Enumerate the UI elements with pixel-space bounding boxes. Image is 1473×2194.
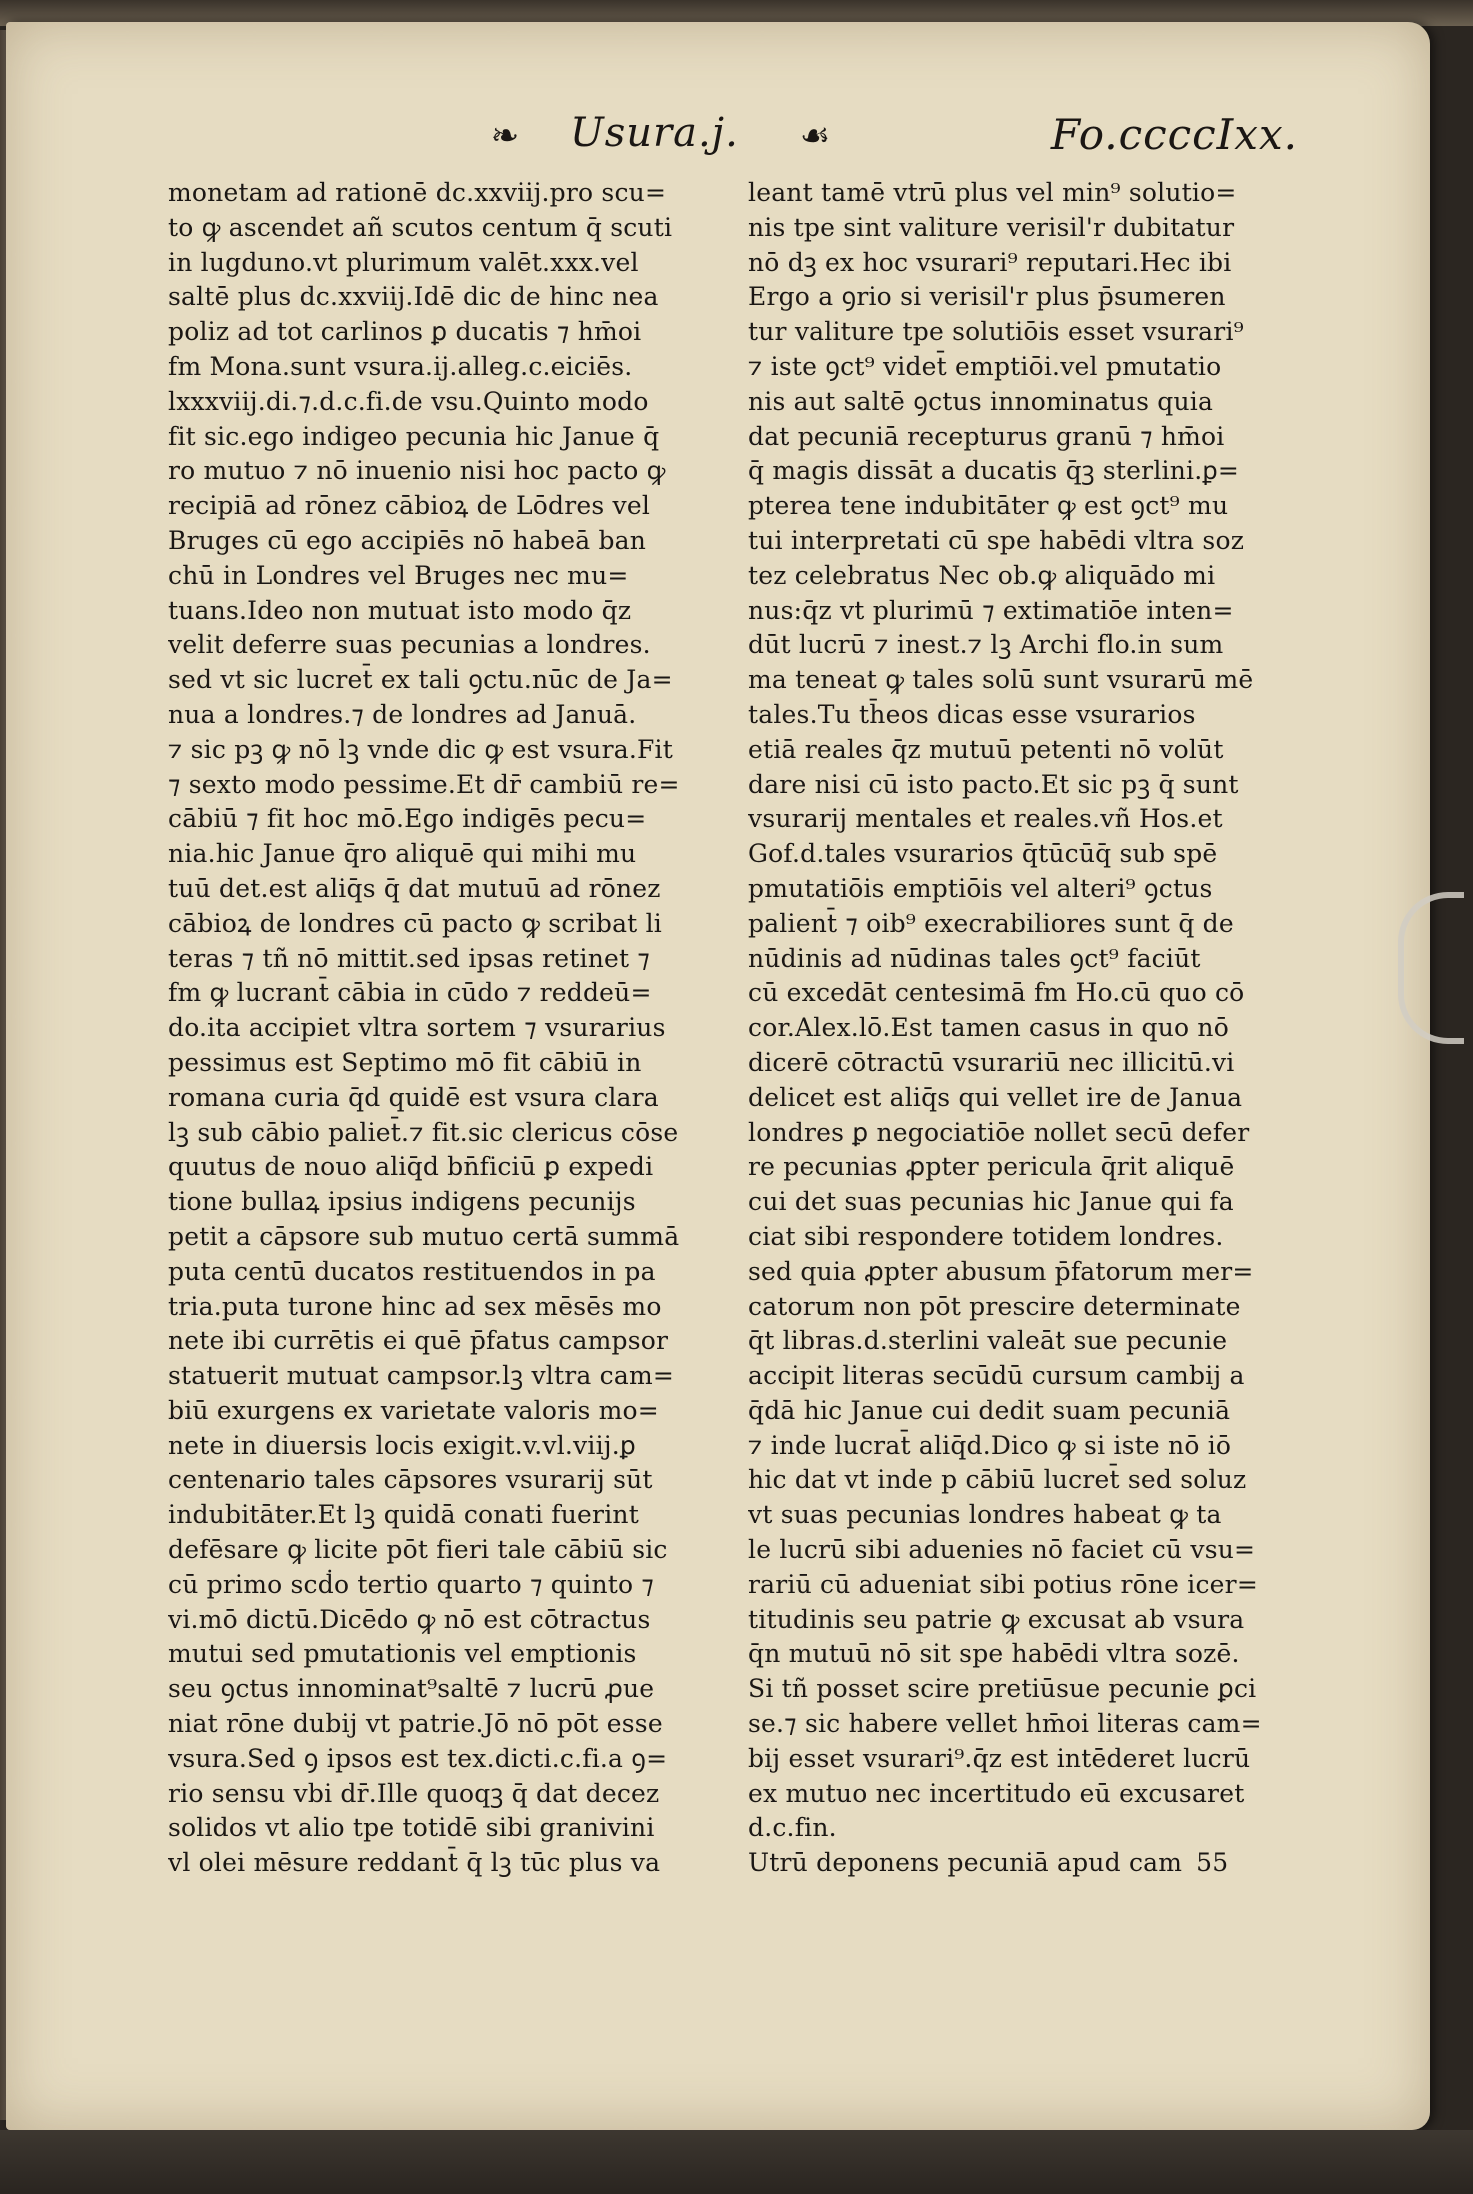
running-head — [460, 108, 1340, 164]
text-line: chū in Londres vel Bruges nec mu= — [168, 560, 629, 590]
text-line: nia.hic Janue q̄ro aliquē qui mihi mu — [168, 839, 637, 869]
text-line: quutus de nouo aliq̄d bn̄ficiū ꝑ expedi — [168, 1152, 654, 1182]
text-line: nō dꝫ ex hoc vsurari⁹ reputari.Hec ibi — [748, 247, 1232, 277]
text-line: romana curia q̄d quidē est vsura clara — [168, 1082, 659, 1112]
text-line: rariū cū adueniat sibi potius rōne icer= — [748, 1569, 1258, 1599]
text-line: nis aut saltē ꝯctus innominatus quia — [748, 386, 1214, 416]
text-line: q̄dā hic Janue cui dedit suam pecuniā — [748, 1395, 1231, 1425]
text-line: lꝫ sub cābio paliet̄.⁊ fit.sic clericus cōse — [168, 1117, 679, 1147]
text-line: statuerit mutuat campsor.lꝫ vltra cam= — [168, 1361, 675, 1391]
text-line: dūt lucrū ⁊ inest.⁊ lꝫ Archi flo.in sum — [748, 630, 1224, 660]
left-text-column — [168, 176, 728, 1881]
text-line: monetam ad rationē dc.xxviij.pro scu= — [168, 178, 667, 207]
text-line: tuū det.est aliq̄s q̄ dat mutuū ad rōnez — [168, 873, 661, 903]
text-line: tione bullaꝝ ipsius indigens pecunijs — [168, 1187, 636, 1217]
text-line: niat rōne dubij vt patrie.Jō nō pōt esse — [168, 1709, 663, 1739]
text-line: vt suas pecunias londres habeat ꝙ ta — [748, 1500, 1222, 1530]
text-line: do.ita accipiet vltra sortem ⁊ vsurarius — [168, 1013, 666, 1043]
fleuron-left-icon: ❧ — [490, 116, 520, 156]
text-line: sed quia ꝓpter abusum p̄fatorum mer= — [748, 1256, 1254, 1286]
text-line: q̄t libras.d.sterlini valeāt sue pecunie — [748, 1326, 1228, 1356]
text-line: dicerē cōtractū vsurariū nec illicitū.vi — [748, 1047, 1235, 1077]
text-line: accipit literas secūdū cursum cambij a — [748, 1361, 1245, 1391]
text-line: Si tñ posset scire pretiūsue pecunie ꝑci — [748, 1674, 1257, 1704]
text-line: vi.mō dictū.Dicēdo ꝙ nō est cōtractus — [168, 1604, 651, 1634]
fleuron-right-icon: ☙ — [799, 116, 831, 156]
text-line: re pecunias ꝓpter pericula q̄rit aliquē — [748, 1152, 1235, 1182]
text-line: vsura.Sed ꝯ ipsos est tex.dicti.c.fi.a ꝯ= — [168, 1743, 668, 1773]
text-line: tuans.Ideo non mutuat isto modo q̄z — [168, 595, 632, 625]
text-line: poliz ad tot carlinos ꝑ ducatis ⁊ hm̄oi — [168, 317, 642, 347]
text-line: le lucrū sibi aduenies nō faciet cū vsu= — [748, 1535, 1256, 1565]
text-line: nete ibi currētis ei quē p̄fatus campsor — [168, 1326, 669, 1356]
text-line: lxxxviij.di.⁊.d.c.fi.de vsu.Quinto modo — [168, 386, 649, 416]
text-line: titudinis seu patrie ꝙ excusat ab vsura — [748, 1604, 1245, 1634]
text-line: nua a londres.⁊ de londres ad Januā. — [168, 699, 637, 729]
text-line: mutui sed pmutationis vel emptionis — [168, 1639, 637, 1669]
text-line: ⁊ iste ꝯct⁹ videt̄ emptiōi.vel pmutatio — [748, 351, 1222, 381]
text-line: velit deferre suas pecunias a londres. — [168, 630, 651, 660]
text-line: ro mutuo ⁊ nō inuenio nisi hoc pacto ꝙ — [168, 456, 666, 486]
text-line: rio sensu vbi dr̄.Ille quoqꝫ q̄ dat decez — [168, 1778, 660, 1808]
text-line: ⁊ sexto modo pessime.Et dr̄ cambiū re= — [168, 769, 680, 799]
text-line: cū primo scḋo tertio quarto ⁊ quinto ⁊ — [168, 1569, 655, 1599]
text-line: dare nisi cū isto pacto.Et sic pꝫ q̄ sunt — [748, 769, 1239, 799]
text-line: saltē plus dc.xxviij.Idē dic de hinc nea — [168, 282, 659, 312]
text-line: ciat sibi respondere totidem londres. — [748, 1221, 1224, 1251]
text-line: Ergo a ꝯrio si verisil'r plus p̄sumeren — [748, 282, 1226, 312]
text-line: recipiā ad rōnez cābioꝝ de Lōdres vel — [168, 491, 651, 521]
text-line: centenario tales cāpsores vsurarij sūt — [168, 1465, 653, 1495]
text-line: etiā reales q̄z mutuū petenti nō volūt — [748, 734, 1224, 764]
text-line: pessimus est Septimo mō fit cābiū in — [168, 1047, 642, 1077]
text-line: cābiū ⁊ fit hoc mō.Ego indigēs pecu= — [168, 804, 647, 834]
text-line — [748, 1846, 1368, 1881]
text-line: tales.Tu th̄eos dicas esse vsurarios — [748, 699, 1196, 729]
text-line: seu ꝯctus innominat⁹saltē ⁊ lucrū ꝓue — [168, 1674, 655, 1704]
text-line: fm ꝙ lucrant̄ cābia in cūdo ⁊ reddeū= — [168, 978, 652, 1008]
text-line: vl olei mēsure reddant̄ q̄ lꝫ tūc plus va — [168, 1848, 661, 1878]
text-line: londres ꝑ negociatiōe nollet secū defer — [748, 1117, 1250, 1147]
text-line: solidos vt alio tpe totidē sibi granivini — [168, 1813, 655, 1843]
text-line: ⁊ sic pꝫ ꝙ nō lꝫ vnde dic ꝙ est vsura.Fit — [168, 734, 673, 764]
text-line: defēsare ꝙ licite pōt fieri tale cābiū sic — [168, 1535, 668, 1565]
text-line: cū excedāt centesimā fm Ho.cū quo cō — [748, 978, 1245, 1008]
text-line: vsurarij mentales et reales.vñ Hos.et — [748, 804, 1223, 834]
text-line: fm Mona.sunt vsura.ij.alleg.c.eiciēs. — [168, 351, 633, 381]
text-line: teras ⁊ tñ nō mittit.sed ipsas retinet ⁊ — [168, 943, 651, 973]
text-line: leant tamē vtrū plus vel min⁹ solutio= — [748, 178, 1237, 207]
folio-number: Fo.ccccIxx. — [1050, 110, 1298, 159]
signature-mark: 55 — [1196, 1848, 1229, 1878]
text-line: tui interpretati cū spe habēdi vltra soz — [748, 525, 1245, 555]
text-line: dat pecuniā recepturus granū ⁊ hm̄oi — [748, 421, 1225, 451]
text-line: nus:q̄z vt plurimū ⁊ extimatiōe inten= — [748, 595, 1234, 625]
text-line: tria.puta turone hinc ad sex mēsēs mo — [168, 1291, 662, 1321]
text-line: palient̄ ⁊ oib⁹ execrabiliores sunt q̄ de — [748, 908, 1234, 938]
text-line: puta centū ducatos restituendos in pa — [168, 1256, 656, 1286]
text-line: indubitāter.Et lꝫ quidā conati fuerint — [168, 1500, 639, 1530]
right-text-column — [748, 176, 1308, 1881]
text-line: catorum non pōt prescire determinate — [748, 1291, 1241, 1321]
text-line: cābioꝝ de londres cū pacto ꝙ scribat li — [168, 908, 662, 938]
text-line: nūdinis ad nūdinas tales ꝯct⁹ faciūt — [748, 943, 1201, 973]
text-line: petit a cāpsore sub mutuo certā summā — [168, 1221, 680, 1251]
text-line: nis tpe sint valiture verisil'r dubitatur — [748, 212, 1235, 242]
text-line: nete in diuersis locis exigit.v.vl.viij.ꝑ — [168, 1430, 636, 1460]
text-line: q̄ magis dissāt a ducatis q̄ꝫ sterlini.ꝑ= — [748, 456, 1240, 486]
text-line: ⁊ inde lucrat̄ aliq̄d.Dico ꝙ si iste nō iō — [748, 1430, 1232, 1460]
text-line: in lugduno.vt plurimum valēt.xxx.vel — [168, 247, 639, 277]
text-line: bij esset vsurari⁹.q̄z est intēderet lucrū — [748, 1743, 1251, 1773]
text-line: d.c.fin. — [748, 1813, 837, 1843]
text-line: q̄n mutuū nō sit spe habēdi vltra sozē. — [748, 1639, 1240, 1669]
section-title: Usura.j. — [570, 110, 739, 156]
text-line: pmutatiōis emptiōis vel alteri⁹ ꝯctus — [748, 873, 1213, 903]
text-line: biū exurgens ex varietate valoris mo= — [168, 1395, 659, 1425]
text-line: ma teneat ꝙ tales solū sunt vsurarū mē — [748, 665, 1254, 695]
catchword-line: Utrū deponens pecuniā apud cam — [748, 1848, 1183, 1878]
text-line: Bruges cū ego accipiēs nō habeā ban — [168, 525, 647, 555]
text-line: cui det suas pecunias hic Janue qui fa — [748, 1187, 1234, 1217]
text-line: fit sic.ego indigeo pecunia hic Janue q̄ — [168, 421, 660, 451]
text-line: delicet est aliq̄s qui vellet ire de Janua — [748, 1082, 1243, 1112]
text-line: cor.Alex.lō.Est tamen casus in quo nō — [748, 1013, 1229, 1043]
text-line: sed vt sic lucret̄ ex tali ꝯctu.nūc de Ja= — [168, 665, 673, 695]
text-line: Gof.d.tales vsurarios q̄tūcūq̄ sub spē — [748, 839, 1218, 869]
text-line: se.⁊ sic habere vellet hm̄oi literas cam= — [748, 1709, 1262, 1739]
text-line: ex mutuo nec incertitudo eū excusaret — [748, 1778, 1245, 1808]
text-line: hic dat vt inde p cābiū lucret̄ sed soluz — [748, 1465, 1247, 1495]
text-line: pterea tene indubitāter ꝙ est ꝯct⁹ mu — [748, 491, 1229, 521]
text-line: tez celebratus Nec ob.ꝙ aliquādo mi — [748, 560, 1216, 590]
text-line: to ꝙ ascendet añ scutos centum q̄ scuti — [168, 212, 673, 242]
text-line: tur valiture tpe solutiōis esset vsurari⁹ — [748, 317, 1244, 347]
